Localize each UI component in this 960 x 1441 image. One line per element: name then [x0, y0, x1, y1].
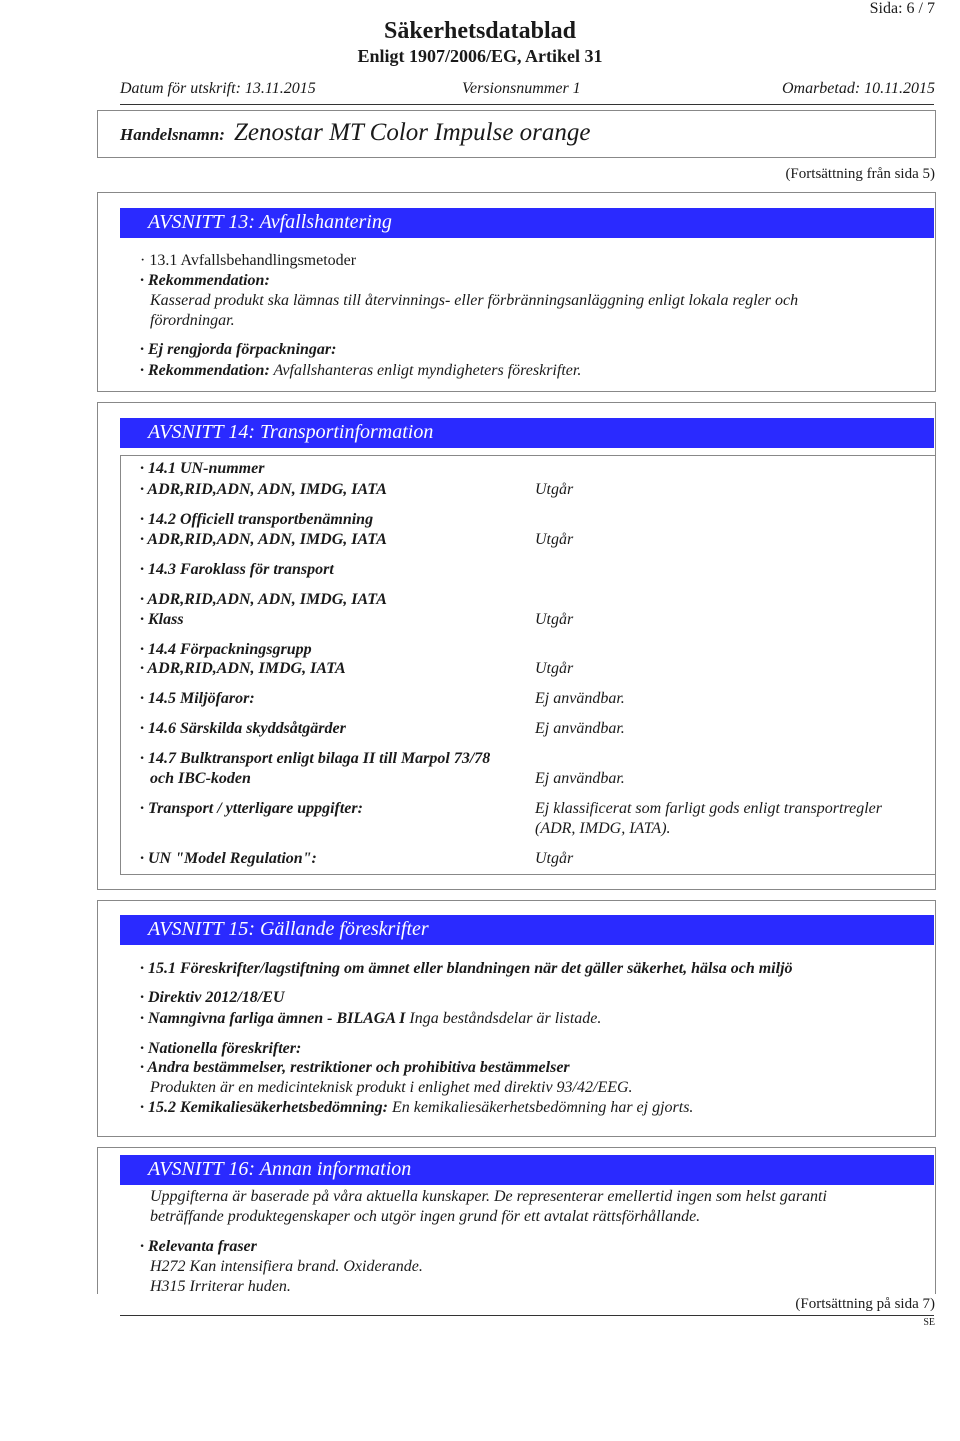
table-row-label: · 14.3 Faroklass för transport — [140, 561, 334, 578]
s13-line: förordningar. — [150, 312, 235, 329]
s15-line: · Andra bestämmelser, restriktioner och prohibitiva bestämmelser — [140, 1059, 570, 1076]
s13-text: Avfallshanteras enligt myndigheters föreskrifter. — [273, 362, 582, 379]
s13-label: · Rekommendation: — [140, 362, 270, 379]
s13-line: · 13.1 Avfallsbehandlingsmetoder — [140, 252, 357, 269]
section-13-title: AVSNITT 13: Avfallshantering — [148, 211, 392, 233]
table-row-value: Utgår — [535, 850, 574, 867]
s13-line: · Ej rengjorda förpackningar: — [140, 341, 337, 358]
language-code: SE — [923, 1317, 935, 1328]
s16-line: beträffande produktegenskaper och utgör ingen grund för ett avtalat rättsförhållande. — [150, 1208, 701, 1225]
section-14-header — [120, 418, 934, 448]
s16-line: H272 Kan intensifiera brand. Oxiderande. — [150, 1258, 423, 1275]
table-row-value: Ej klassificerat som farligt gods enligt transportregler — [535, 800, 882, 817]
section-16-title: AVSNITT 16: Annan information — [148, 1158, 412, 1180]
trade-name-label: Handelsnamn: — [120, 125, 225, 144]
table-row-label: och IBC-koden — [150, 770, 251, 787]
table-row-label: · 14.6 Särskilda skyddsåtgärder — [140, 720, 346, 737]
document-title: Säkerhetsdatablad — [383, 18, 577, 44]
table-row-label: · 14.1 UN-nummer — [140, 460, 265, 477]
s15-line — [140, 1099, 693, 1117]
table-row-value: Utgår — [535, 611, 574, 628]
version-number: Versionsnummer 1 — [462, 80, 581, 97]
s13-line: · Rekommendation: — [140, 272, 270, 289]
table-row-label: · ADR,RID,ADN, ADN, IMDG, IATA — [140, 591, 387, 608]
table-row-label: · Klass — [140, 611, 184, 628]
table-row-value: Ej användbar. — [535, 770, 625, 787]
continued-to: (Fortsättning på sida 7) — [795, 1296, 935, 1312]
s15-label: · 15.2 Kemikaliesäkerhetsbedömning: — [140, 1099, 388, 1116]
table-row-label: · 14.2 Officiell transportbenämning — [140, 511, 374, 528]
section-14-title: AVSNITT 14: Transportinformation — [148, 421, 434, 443]
table-row-value: Utgår — [535, 481, 574, 498]
trade-name-box — [97, 110, 936, 158]
s15-line: Produkten är en medicinteknisk produkt i enlighet med direktiv 93/42/EEG. — [150, 1079, 633, 1096]
s15-line: · Nationella föreskrifter: — [140, 1040, 302, 1057]
header-divider — [120, 104, 934, 105]
section-15-header — [120, 915, 934, 945]
s15-line: · 15.1 Föreskrifter/lagstiftning om ämnet eller blandningen när det gäller säkerhet, hälsa och miljö — [140, 960, 793, 977]
s15-text: Inga beståndsdelar är listade. — [409, 1010, 602, 1027]
table-row-label: · UN "Model Regulation": — [140, 850, 317, 867]
section-15-title: AVSNITT 15: Gällande föreskrifter — [148, 918, 429, 940]
table-row-value: Ej användbar. — [535, 690, 625, 707]
table-row-value: (ADR, IMDG, IATA). — [535, 820, 671, 837]
document-subtitle: Enligt 1907/2006/EG, Artikel 31 — [357, 46, 603, 66]
s13-line — [140, 362, 581, 380]
page-number: Sida: 6 / 7 — [869, 0, 935, 17]
s15-text: En kemikaliesäkerhetsbedömning har ej gjorts. — [392, 1099, 694, 1116]
footer-divider — [120, 1315, 934, 1316]
s15-label: · Namngivna farliga ämnen - BILAGA I — [140, 1010, 406, 1027]
s16-line: Uppgifterna är baserade på våra aktuella kunskaper. De representerar emellertid ingen som helst garanti — [150, 1188, 827, 1205]
table-row-value: Utgår — [535, 660, 574, 677]
table-row-value: Ej användbar. — [535, 720, 625, 737]
revised-date: Omarbetad: 10.11.2015 — [781, 80, 935, 97]
section-16-header — [120, 1155, 934, 1185]
table-row-label: · ADR,RID,ADN, ADN, IMDG, IATA — [140, 481, 387, 498]
s16-line: H315 Irriterar huden. — [150, 1278, 291, 1295]
table-row-label: · ADR,RID,ADN, IMDG, IATA — [140, 660, 346, 677]
s13-line: Kasserad produkt ska lämnas till återvinnings- eller förbränningsanläggning enligt lokala regler och — [150, 292, 799, 309]
print-date: Datum för utskrift: 13.11.2015 — [120, 80, 316, 97]
table-row-label: · 14.4 Förpackningsgrupp — [140, 641, 312, 658]
table-row-value: Utgår — [535, 531, 574, 548]
continued-from: (Fortsättning från sida 5) — [785, 166, 935, 182]
table-row-label: · 14.5 Miljöfaror: — [140, 690, 255, 707]
s15-line — [140, 1010, 601, 1028]
table-row-label: · ADR,RID,ADN, ADN, IMDG, IATA — [140, 531, 387, 548]
table-row-label: · 14.7 Bulktransport enligt bilaga II till Marpol 73/78 — [140, 750, 491, 767]
s16-line: · Relevanta fraser — [140, 1238, 257, 1255]
section-13-header — [120, 208, 934, 238]
s15-line: · Direktiv 2012/18/EU — [140, 989, 285, 1006]
trade-name: Zenostar MT Color Impulse orange — [234, 119, 591, 146]
table-row-label: · Transport / ytterligare uppgifter: — [140, 800, 363, 817]
